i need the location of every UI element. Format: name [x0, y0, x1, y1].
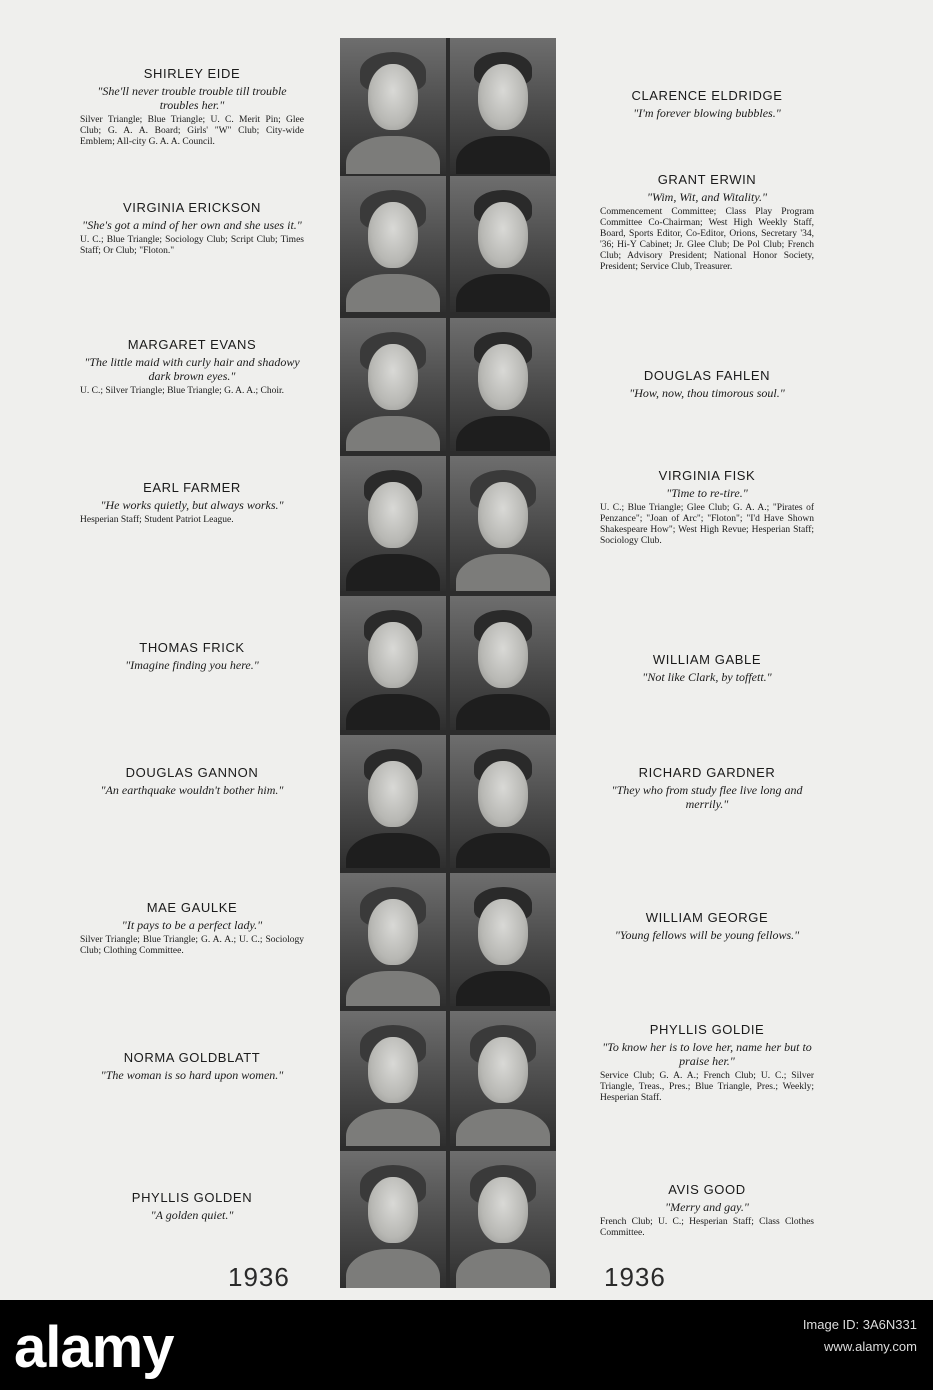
student-quote: "He works quietly, but always works.": [100, 498, 284, 512]
student-quote: "To know her is to love her, name her but to praise her.": [602, 1040, 812, 1068]
student-quote: "Wim, Wit, and Witality.": [646, 190, 768, 204]
student-portrait: [340, 456, 446, 591]
student-entry: [600, 1022, 814, 1104]
student-name: PHYLLIS GOLDEN: [131, 1190, 253, 1205]
student-entry: [600, 368, 814, 400]
student-activities: Commencement Committee; Class Play Program Committee Co-Chairman; West High Weekly Staff, Board, Sports Editor, Co-Editor, Orions, Secretary '34, '36; Hi-Y Cabinet; Jr. Glee Club; De Pol Club; French Club; Advisory President; National Honor Society, President; Service Club, Treasurer.: [600, 207, 814, 272]
student-quote: "Merry and gay.": [665, 1200, 749, 1214]
student-activities: Hesperian Staff; Student Patriot League.: [80, 515, 234, 525]
student-entry: [80, 200, 304, 257]
image-id-block: [803, 1314, 917, 1358]
student-name: WILLIAM GEORGE: [645, 910, 769, 925]
image-id: Image ID: 3A6N331: [802, 1317, 917, 1332]
student-quote: "The woman is so hard upon women.": [100, 1068, 284, 1082]
student-name: VIRGINIA FISK: [658, 468, 756, 483]
student-activities: Silver Triangle; Blue Triangle; G. A. A.; U. C.; Sociology Club; Clothing Committee.: [80, 935, 304, 956]
student-portrait: [340, 38, 446, 174]
student-entry: [600, 652, 814, 684]
student-quote: "Time to re-tire.": [666, 486, 748, 500]
student-entry: [80, 480, 304, 526]
student-portrait: [450, 735, 556, 868]
student-portrait: [340, 1011, 446, 1146]
student-quote: "How, now, thou timorous soul.": [629, 386, 785, 400]
student-name: EARL FARMER: [143, 480, 241, 495]
student-activities: French Club; U. C.; Hesperian Staff; Class Clothes Committee.: [600, 1217, 814, 1238]
student-portrait: [340, 176, 446, 312]
student-quote: "Not like Clark, by toffett.": [642, 670, 772, 684]
student-portrait: [450, 1151, 556, 1288]
year-left: 1936: [228, 1262, 290, 1292]
student-entry: [80, 337, 304, 397]
student-portrait: [450, 38, 556, 174]
student-name: MAE GAULKE: [146, 900, 238, 915]
student-activities: Silver Triangle; Blue Triangle; U. C. Merit Pin; Glee Club; G. A. A. Board; Girls' "W" Club; City-wide Emblem; All-city G. A. A. Council.: [80, 115, 304, 147]
student-name: THOMAS FRICK: [139, 640, 245, 655]
year-right: 1936: [604, 1262, 666, 1292]
student-portrait: [450, 596, 556, 730]
student-portrait: [450, 1011, 556, 1146]
student-entry: [80, 640, 304, 672]
student-portrait: [450, 176, 556, 312]
student-entry: [600, 468, 814, 547]
student-portrait: [450, 873, 556, 1006]
student-name: MARGARET EVANS: [127, 337, 257, 352]
student-activities: U. C.; Blue Triangle; Sociology Club; Script Club; Times Staff; Or Club; "Floton.": [80, 235, 304, 256]
student-entry: [600, 910, 814, 942]
source-url: www.alamy.com: [824, 1339, 917, 1354]
student-quote: "Young fellows will be young fellows.": [614, 928, 800, 942]
student-portrait: [450, 456, 556, 591]
student-portrait: [340, 1151, 446, 1288]
portrait-column: [340, 38, 556, 1288]
student-entry: [80, 765, 304, 797]
student-name: VIRGINIA ERICKSON: [122, 200, 262, 215]
student-quote: "She's got a mind of her own and she uses it.": [82, 218, 302, 232]
student-name: DOUGLAS FAHLEN: [643, 368, 771, 383]
student-entry: [80, 66, 304, 148]
student-activities: Service Club; G. A. A.; French Club; U. C.; Silver Triangle, Treas., Pres.; Blue Triangle, Pres.; Weekly; Hesperian Staff.: [600, 1071, 814, 1103]
alamy-logo: alamy: [14, 1315, 174, 1380]
student-entry: [600, 88, 814, 120]
student-quote: "An earthquake wouldn't bother him.": [100, 783, 284, 797]
student-quote: "They who from study flee live long and merrily.": [611, 783, 803, 811]
watermark-footer: [0, 1300, 933, 1390]
student-entry: [600, 765, 814, 811]
student-entry: [80, 1050, 304, 1082]
student-activities: U. C.; Blue Triangle; Glee Club; G. A. A.; "Pirates of Penzance"; "Joan of Arc"; "Floton"; "I'd Have Shown Shakespeare How"; West High Revue; Hesperian Staff; Sociology Club.: [600, 503, 814, 546]
student-name: RICHARD GARDNER: [638, 765, 776, 780]
student-portrait: [340, 873, 446, 1006]
student-name: CLARENCE ELDRIDGE: [631, 88, 783, 103]
student-name: WILLIAM GABLE: [652, 652, 762, 667]
student-name: DOUGLAS GANNON: [125, 765, 259, 780]
student-quote: "A golden quiet.": [150, 1208, 234, 1222]
student-quote: "Imagine finding you here.": [125, 658, 259, 672]
student-portrait: [340, 596, 446, 730]
student-activities: U. C.; Silver Triangle; Blue Triangle; G. A. A.; Choir.: [80, 386, 285, 396]
student-entry: [600, 1182, 814, 1239]
student-name: AVIS GOOD: [668, 1182, 746, 1197]
student-quote: "I'm forever blowing bubbles.": [633, 106, 781, 120]
student-portrait: [340, 318, 446, 451]
student-name: GRANT ERWIN: [657, 172, 757, 187]
student-entry: [80, 900, 304, 957]
student-quote: "The little maid with curly hair and shadowy dark brown eyes.": [84, 355, 300, 383]
student-entry: [80, 1190, 304, 1222]
student-quote: "It pays to be a perfect lady.": [121, 918, 263, 932]
student-name: NORMA GOLDBLATT: [123, 1050, 261, 1065]
student-name: PHYLLIS GOLDIE: [649, 1022, 765, 1037]
student-portrait: [340, 735, 446, 868]
student-name: SHIRLEY EIDE: [143, 66, 241, 81]
student-portrait: [450, 318, 556, 451]
student-entry: [600, 172, 814, 273]
student-quote: "She'll never trouble trouble till trouble troubles her.": [97, 84, 287, 112]
